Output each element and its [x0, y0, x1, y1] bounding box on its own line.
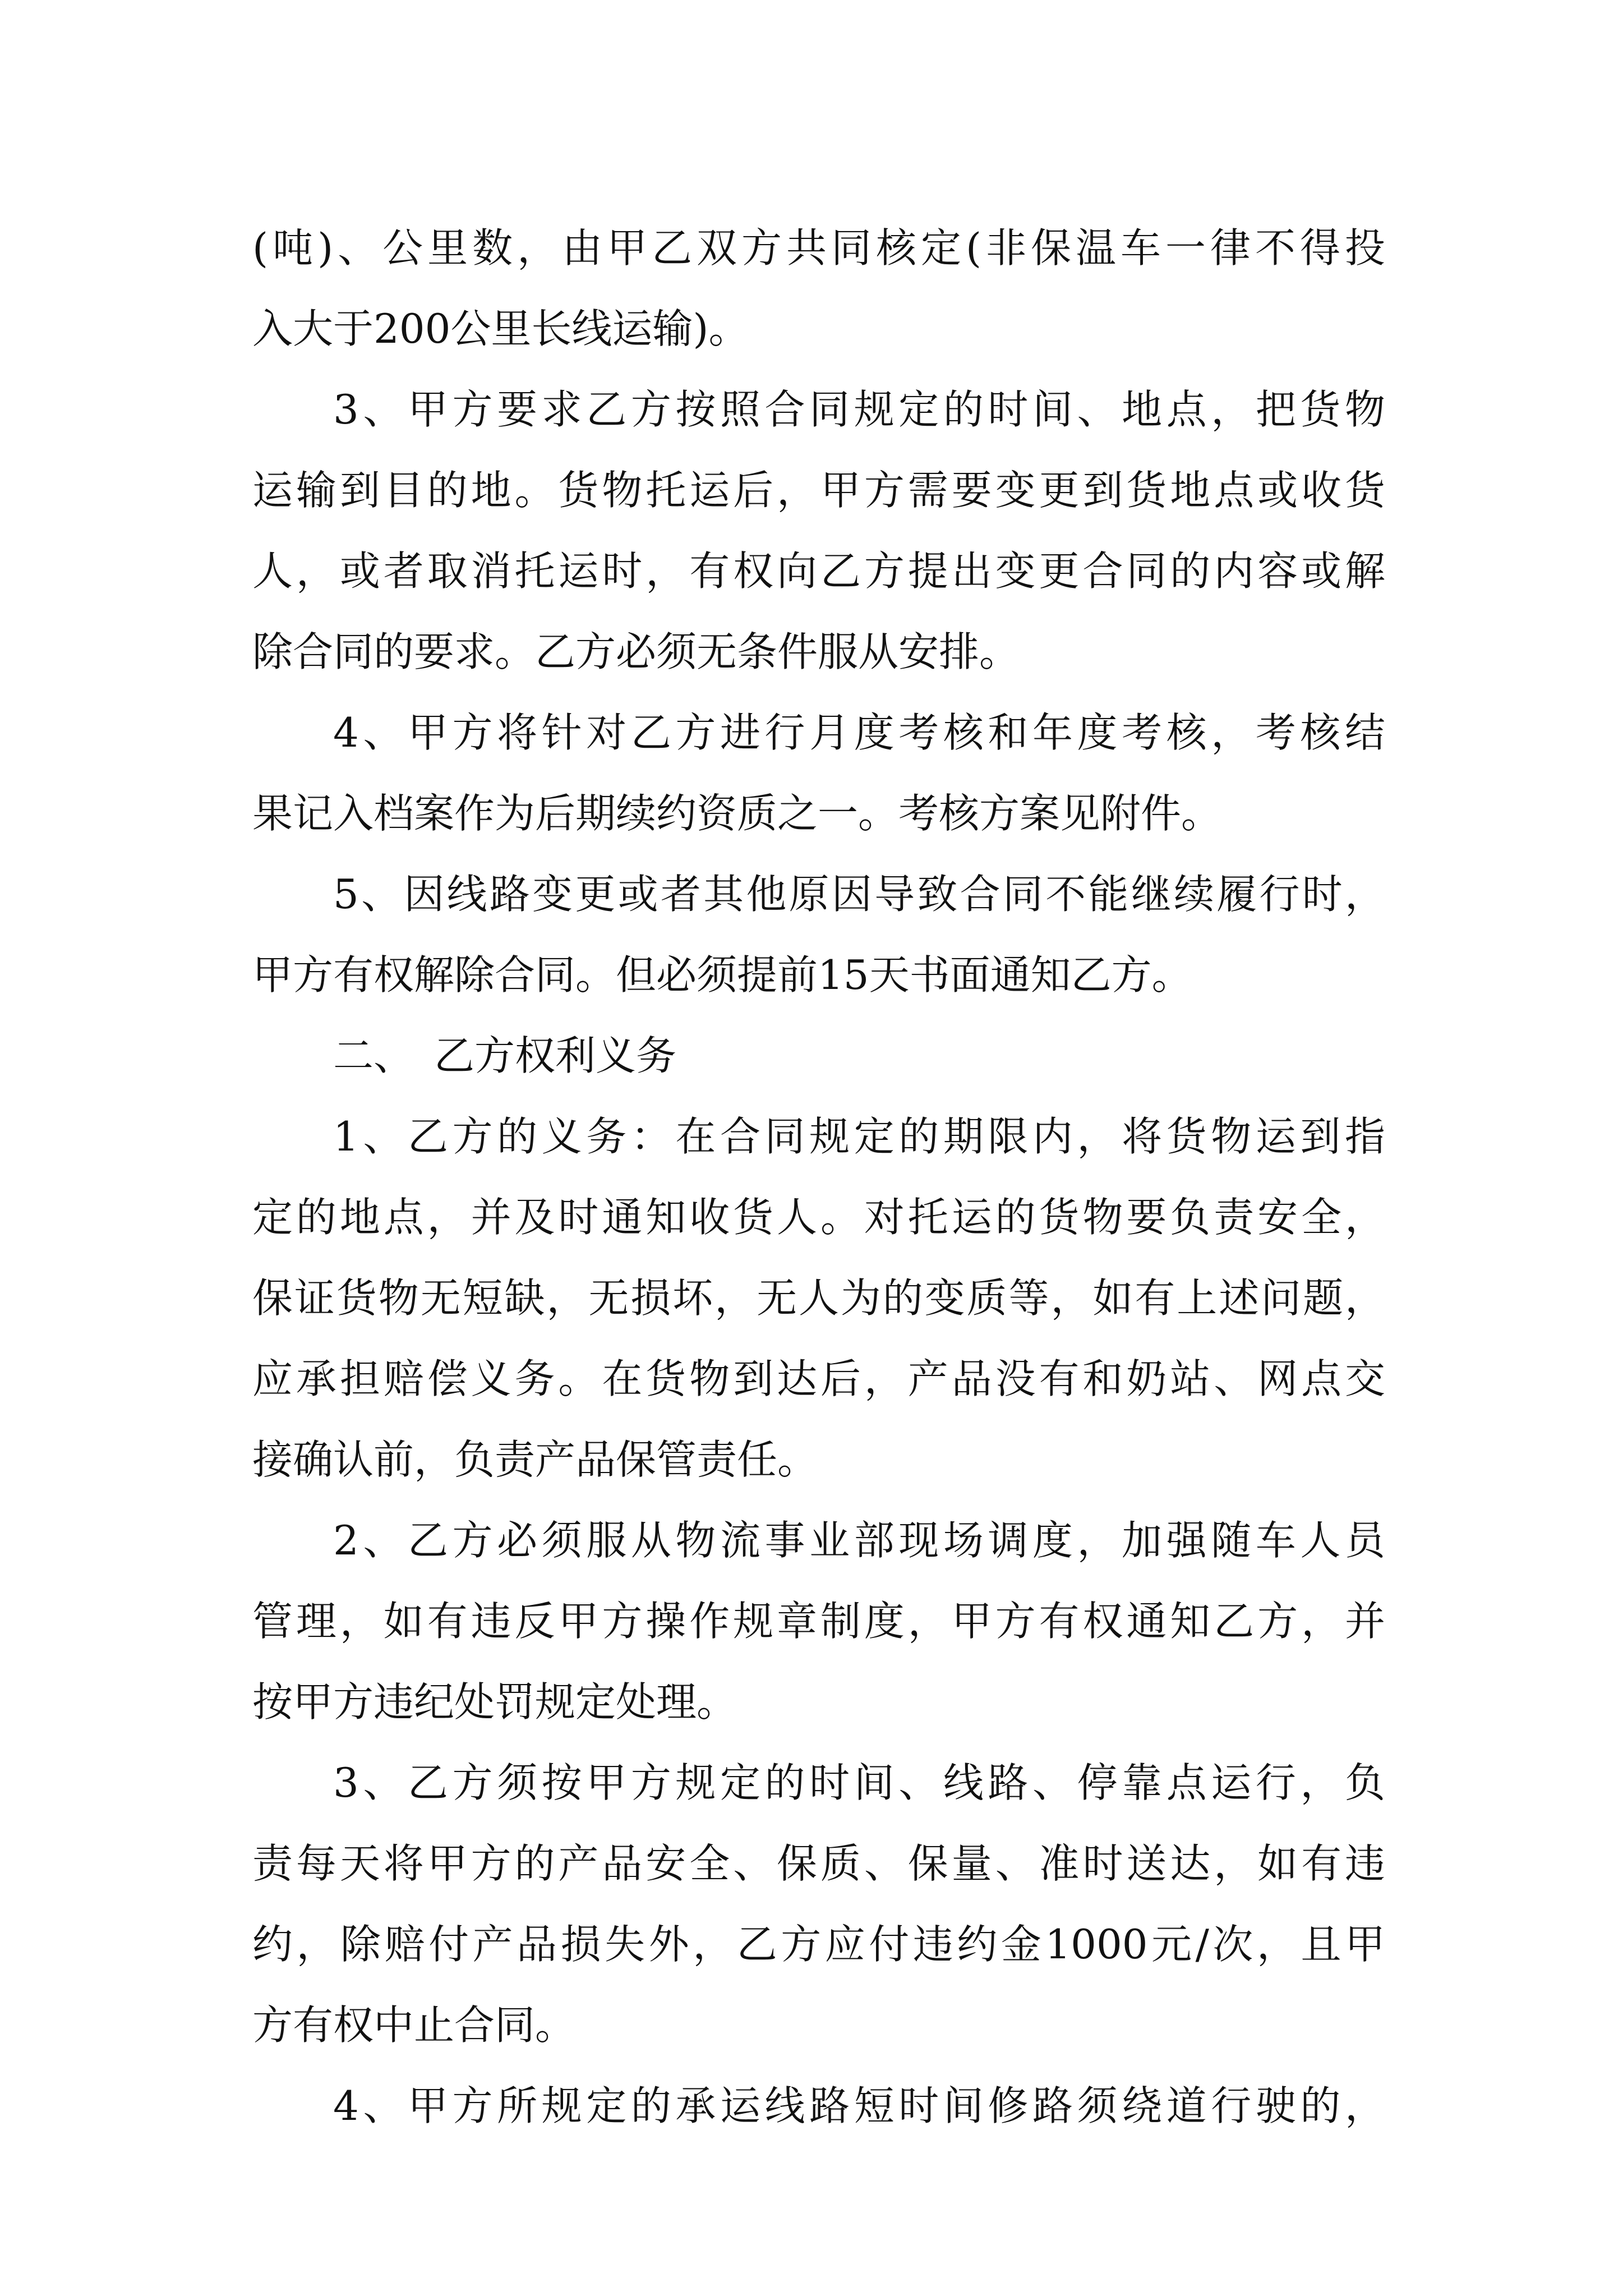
paragraph-line: 约，除赔付产品损失外，乙方应付违约金1000元/次，且甲: [252, 1921, 1385, 1968]
paragraph-line: 3、乙方须按甲方规定的时间、线路、停靠点运行，负: [333, 1759, 1385, 1806]
paragraph-line: 人，或者取消托运时，有权向乙方提出变更合同的内容或解: [252, 547, 1385, 595]
paragraph-line: 2、乙方必须服从物流事业部现场调度，加强随车人员: [333, 1517, 1385, 1564]
paragraph-line: 运输到目的地。货物托运后，甲方需要变更到货地点或收货: [252, 467, 1385, 514]
paragraph-line: 4、甲方将针对乙方进行月度考核和年度考核，考核结: [333, 709, 1385, 756]
paragraph-line: 4、甲方所规定的承运线路短时间修路须绕道行驶的，: [333, 2082, 1385, 2129]
paragraph-line: 定的地点，并及时通知收货人。对托运的货物要负责安全，: [252, 1194, 1385, 1241]
paragraph-line: (吨)、公里数，由甲乙双方共同核定(非保温车一律不得投: [252, 224, 1385, 272]
document-body: [252, 208, 1385, 2146]
paragraph-line: 保证货物无短缺，无损坏，无人为的变质等，如有上述问题，: [252, 1274, 1385, 1322]
paragraph-line: 方有权中止合同。: [252, 2001, 576, 2049]
paragraph-line: 入大于200公里长线运输)。: [252, 305, 749, 352]
paragraph-line: 按甲方违纪处罚规定处理。: [252, 1678, 737, 1726]
paragraph-line: 1、乙方的义务：在合同规定的期限内，将货物运到指: [333, 1113, 1385, 1160]
paragraph-line: 除合同的要求。乙方必须无条件服从安排。: [252, 628, 1020, 675]
paragraph-line: 管理，如有违反甲方操作规章制度，甲方有权通知乙方，并: [252, 1598, 1385, 1645]
paragraph-line: 责每天将甲方的产品安全、保质、保量、准时送达，如有违: [252, 1840, 1385, 1887]
paragraph-line: 甲方有权解除合同。但必须提前15天书面通知乙方。: [252, 951, 1192, 999]
paragraph-line: 应承担赔偿义务。在货物到达后，产品没有和奶站、网点交: [252, 1355, 1385, 1402]
paragraph-line: 果记入档案作为后期续约资质之一。考核方案见附件。: [252, 790, 1222, 837]
paragraph-line: 3、甲方要求乙方按照合同规定的时间、地点，把货物: [333, 386, 1385, 433]
section-heading: 二、 乙方权利义务: [333, 1032, 677, 1079]
paragraph-line: 接确认前，负责产品保管责任。: [252, 1436, 818, 1483]
paragraph-line: 5、因线路变更或者其他原因导致合同不能继续履行时，: [333, 871, 1385, 918]
